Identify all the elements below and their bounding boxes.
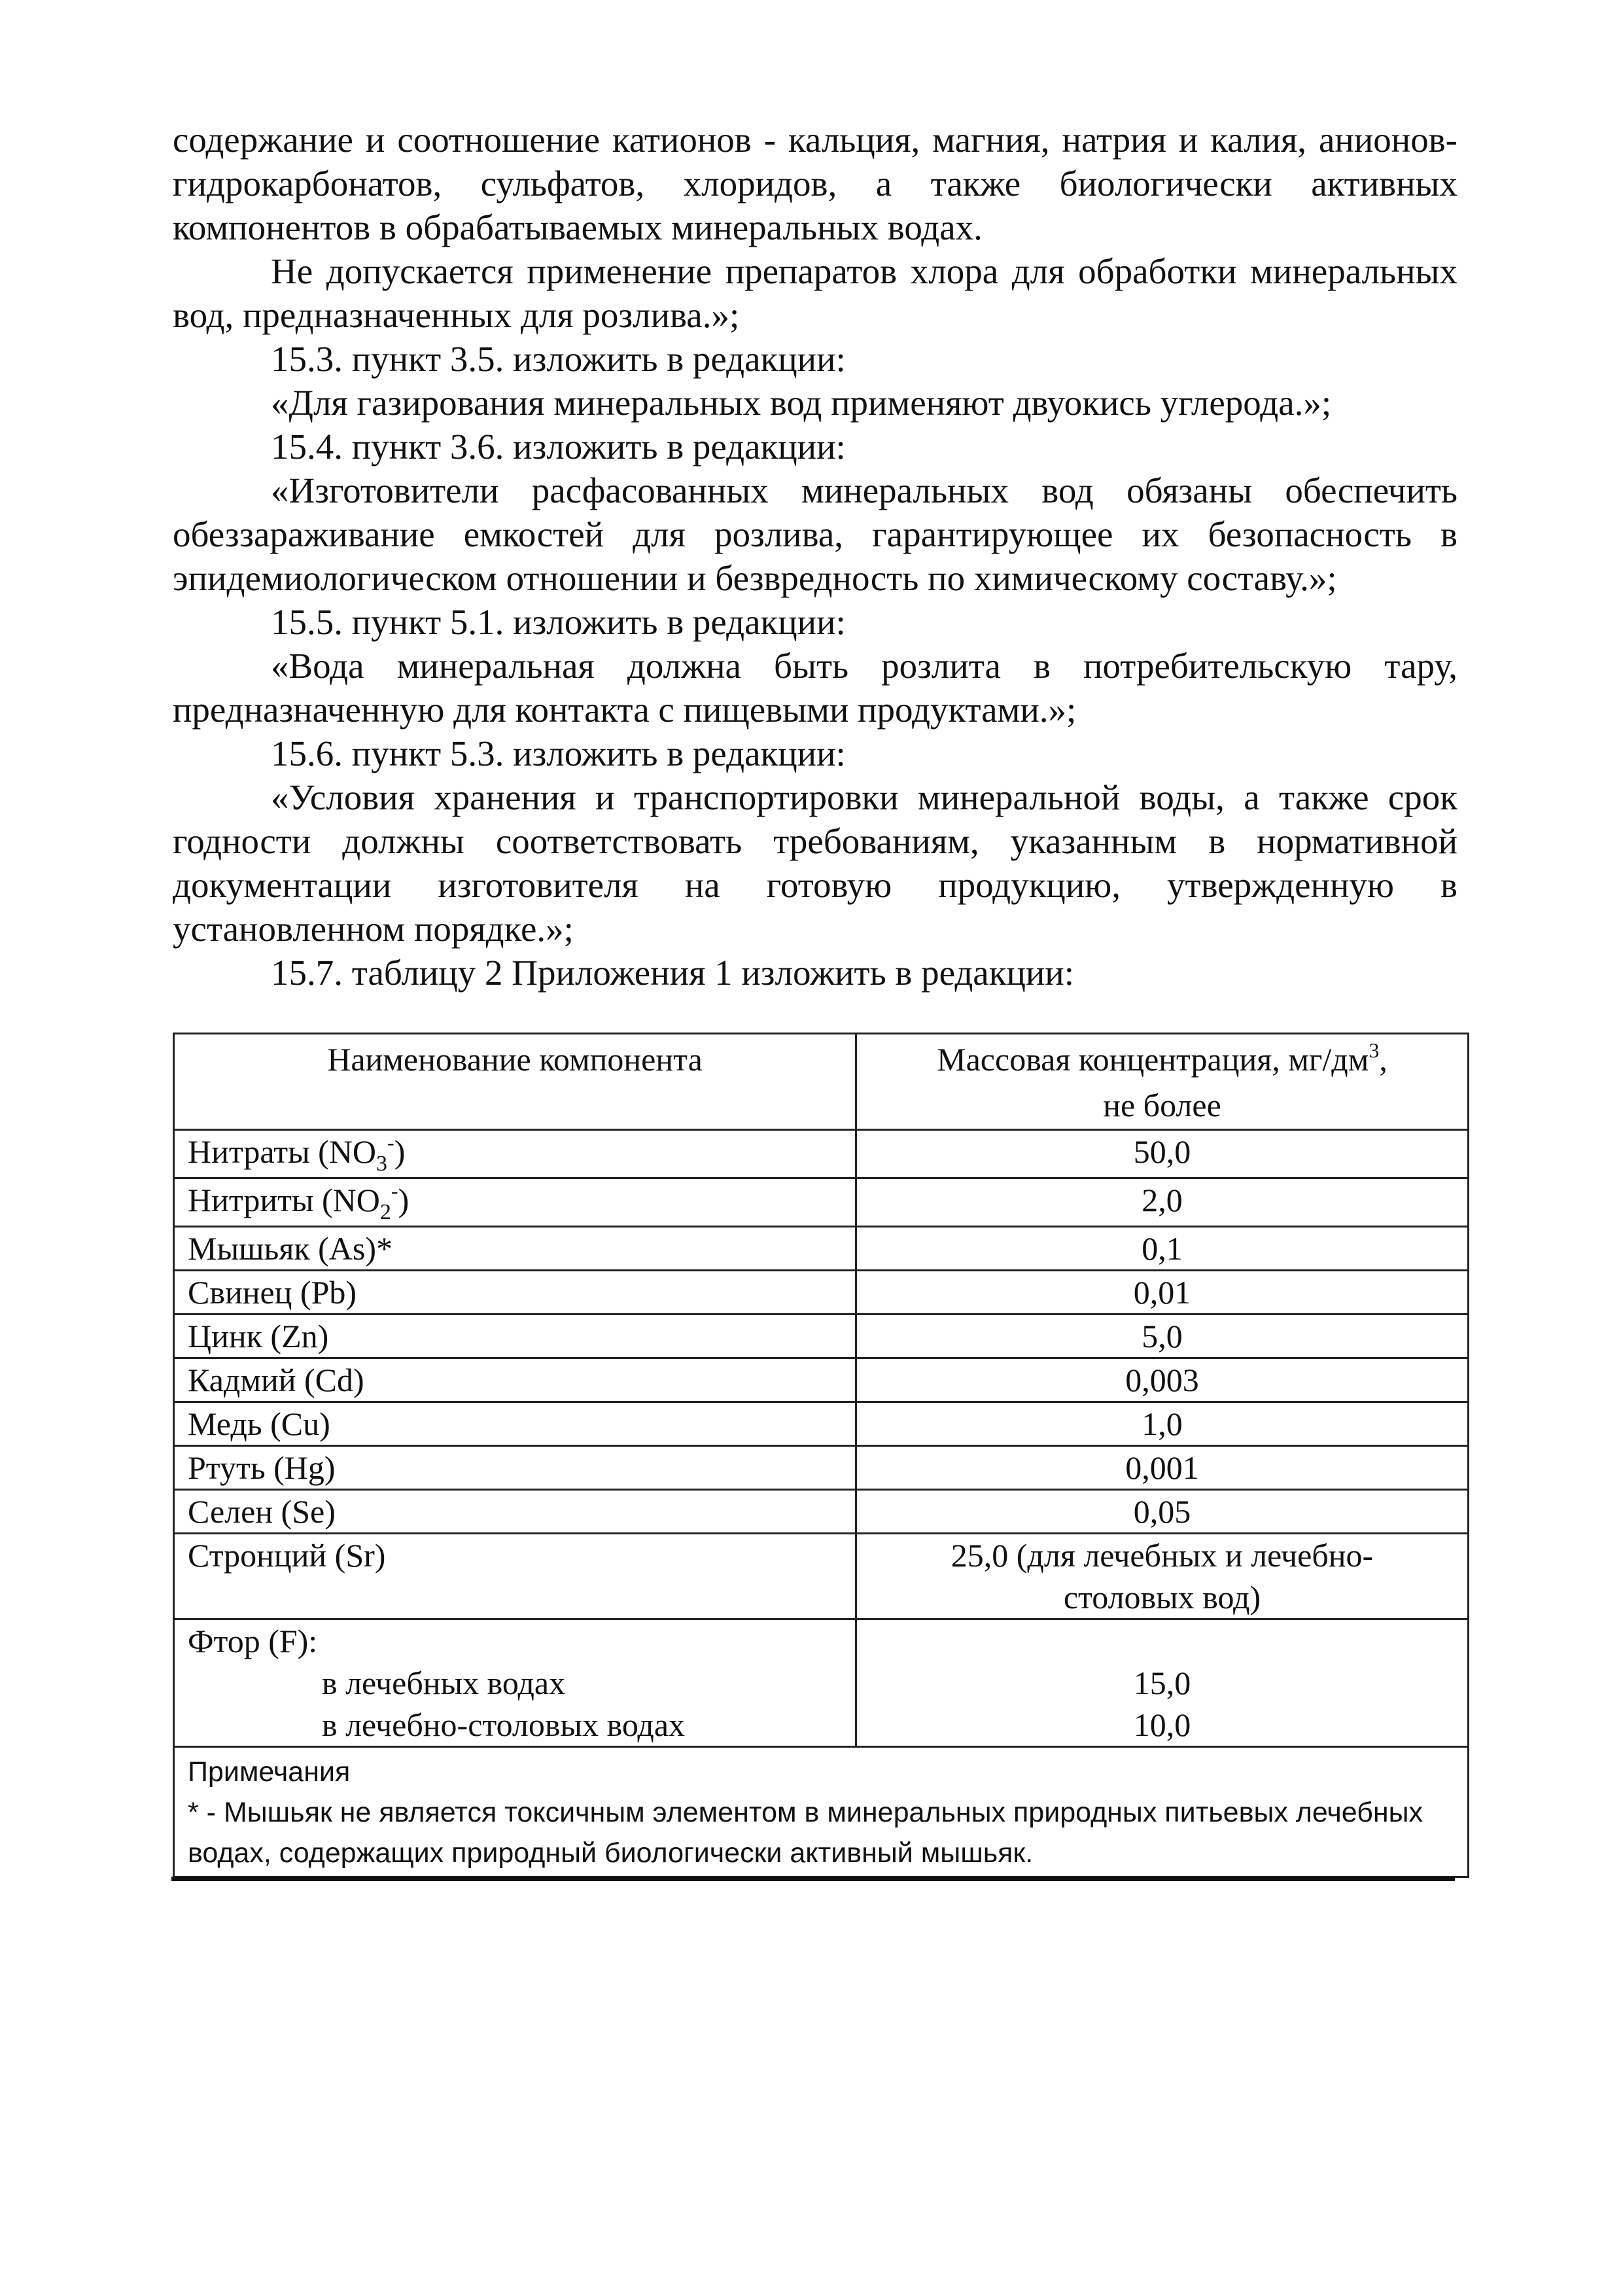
- table-row: [174, 1446, 1469, 1490]
- body-text: [173, 118, 1457, 995]
- paragraph: содержание и соотношение катионов - кальция, магния, натрия и калия, анионов- гидрокарбонатов, сульфатов, хлоридов, а также биологически активных компонентов в обрабатываемых минеральных водах.: [173, 120, 1457, 247]
- paragraph: «Вода минеральная должна быть розлита в потребительскую тару, предназначенную для контакта с пищевыми продуктами.»;: [173, 646, 1457, 730]
- paragraph: 15.5. пункт 5.1. изложить в редакции:: [271, 602, 846, 642]
- notes-title: Примечания: [188, 1756, 351, 1788]
- row-value: 5,0: [856, 1315, 1469, 1358]
- row-name: Медь (Cu): [174, 1402, 856, 1446]
- components-table: [173, 1033, 1469, 1878]
- table-row: [174, 1619, 1469, 1747]
- table-row: [174, 1315, 1469, 1358]
- notes-text: * - Мышьяк не является токсичным элементом в минеральных природных питьевых лечебных водах, содержащих природный биологически активный мышьяк.: [188, 1797, 1423, 1869]
- document-page: [173, 118, 1457, 1878]
- paragraph: «Для газирования минеральных вод применяют двуокись углерода.»;: [271, 383, 1332, 423]
- row-name-fluorine: Фтор (F): в лечебных водах в лечебно-столовых водах: [174, 1619, 856, 1747]
- table-notes: [174, 1747, 1469, 1877]
- table-row: [174, 1178, 1469, 1227]
- row-value: 0,003: [856, 1358, 1469, 1402]
- components-table-wrapper: [173, 1033, 1457, 1878]
- row-value: 1,0: [856, 1402, 1469, 1446]
- table-row: [174, 1271, 1469, 1315]
- paragraph: 15.3. пункт 3.5. изложить в редакции:: [271, 339, 846, 379]
- paragraph: 15.6. пункт 5.3. изложить в редакции:: [271, 733, 846, 773]
- paragraph: «Изготовители расфасованных минеральных вод обязаны обеспечить обеззараживание емкостей для розлива, гарантирующее их безопасность в эпидемиологическом отношении и безвредность по химическому составу.»;: [173, 470, 1457, 598]
- paragraph: Не допускается применение препаратов хлора для обработки минеральных вод, предназначенных для розлива.»;: [173, 251, 1457, 335]
- row-name: Селен (Se): [174, 1490, 856, 1534]
- row-value: 0,1: [856, 1227, 1469, 1271]
- row-value: 0,01: [856, 1271, 1469, 1315]
- row-value: 0,05: [856, 1490, 1469, 1534]
- row-value-strontium: 25,0 (для лечебных и лечебно- столовых вод): [856, 1534, 1469, 1619]
- table-row: [174, 1130, 1469, 1178]
- row-value-nitrites: 2,0: [856, 1178, 1469, 1227]
- table-row: [174, 1490, 1469, 1534]
- row-name: Кадмий (Cd): [174, 1358, 856, 1402]
- row-name: Цинк (Zn): [174, 1315, 856, 1358]
- row-name: Свинец (Pb): [174, 1271, 856, 1315]
- row-name-nitrites: Нитриты $(NO_2^-)$: [174, 1178, 856, 1227]
- row-name: Ртуть (Hg): [174, 1446, 856, 1490]
- paragraph: «Условия хранения и транспортировки минеральной воды, а также срок годности должны соответствовать требованиям, указанным в нормативной документации изготовителя на готовую продукцию, утвержденную в установленном порядке.»;: [173, 777, 1457, 949]
- row-name-strontium: Стронций (Sr): [174, 1534, 856, 1619]
- table-row: [174, 1227, 1469, 1271]
- header-mass-concentration: Массовая концентрация, $мг/дм^3$, не более: [856, 1034, 1469, 1130]
- row-value-nitrates: 50,0: [856, 1130, 1469, 1178]
- paragraph: 15.4. пункт 3.6. изложить в редакции:: [271, 427, 846, 467]
- paragraph: 15.7. таблицу 2 Приложения 1 изложить в редакции:: [271, 953, 1075, 993]
- horizontal-rule: [171, 1877, 1455, 1881]
- row-name: Мышьяк (As)*: [174, 1227, 856, 1271]
- table-row: [174, 1534, 1469, 1619]
- row-name-nitrates: Нитраты $(NO_3^-)$: [174, 1130, 856, 1178]
- row-value-fluorine: 15,0 10,0: [856, 1619, 1469, 1747]
- table-notes-row: [174, 1747, 1469, 1877]
- table-row: [174, 1402, 1469, 1446]
- header-component-name: Наименование компонента: [174, 1034, 856, 1130]
- table-row: [174, 1358, 1469, 1402]
- table-header-row: [174, 1034, 1469, 1130]
- row-value: 0,001: [856, 1446, 1469, 1490]
